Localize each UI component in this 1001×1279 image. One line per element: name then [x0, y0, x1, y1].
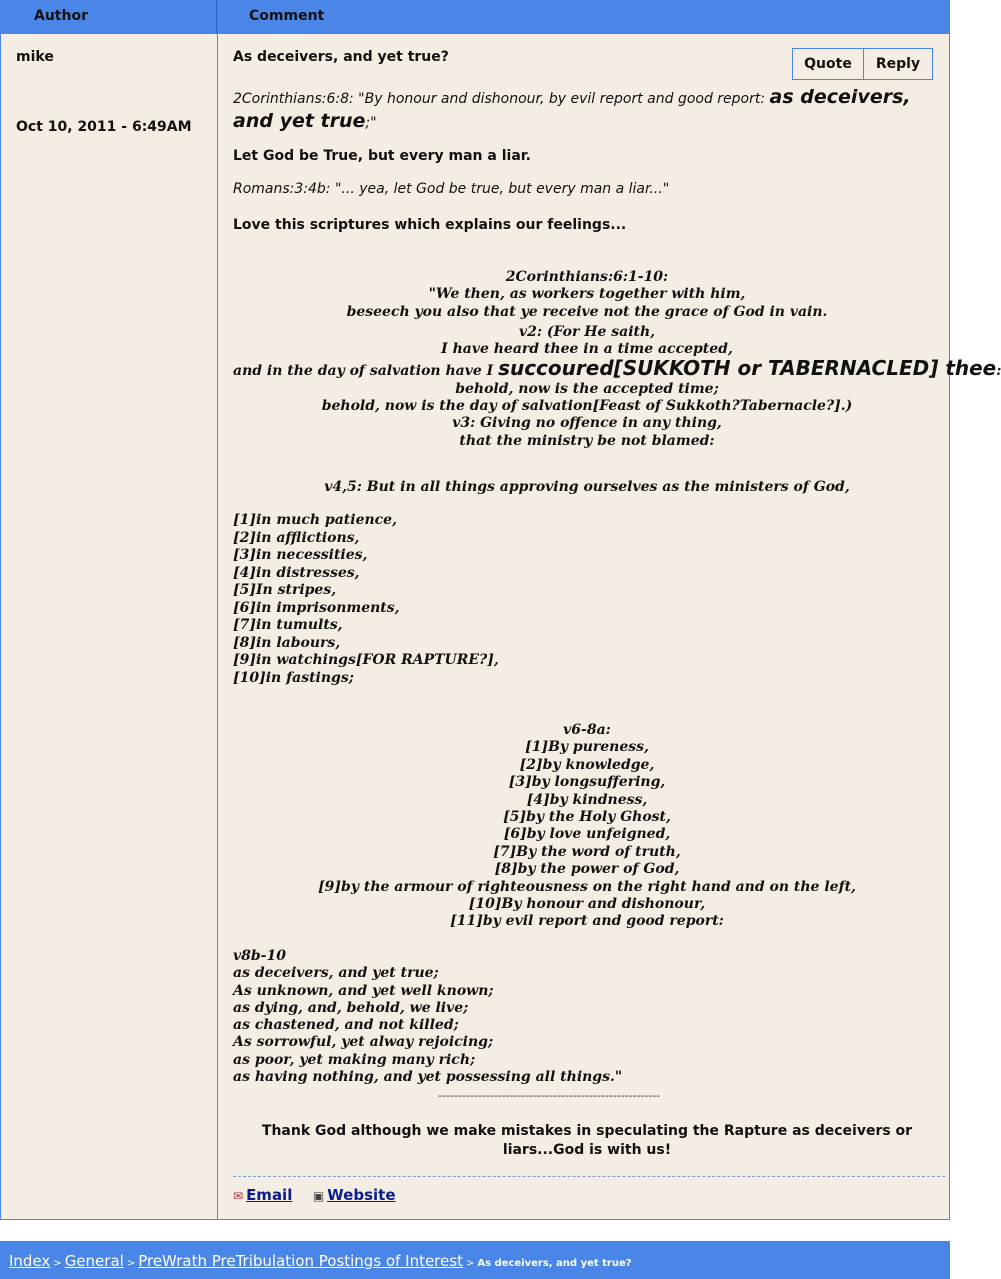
list-item: [4]in distresses,: [233, 564, 360, 581]
post-date: Oct 10, 2011 - 6:49AM: [16, 119, 192, 135]
list-item: As unknown, and yet well known;: [233, 982, 494, 999]
list-items: [233, 965, 941, 1086]
scripture-end-1: ;": [365, 115, 377, 131]
post-row: [0, 34, 1001, 1220]
list-pureness: [233, 722, 941, 931]
verse-emphasis: succoured[SUKKOTH or TABERNACLED] thee: [498, 356, 997, 381]
author-column-header: [0, 0, 217, 34]
verse-line: that the ministry be not blamed:: [459, 432, 715, 449]
post-actions: [792, 48, 933, 80]
list-item: [7]in tumults,: [233, 617, 343, 633]
verse-line: [233, 356, 1001, 381]
verse-line: "We then, as workers together with him,: [428, 286, 746, 303]
paragraph-4: Love this scriptures which explains our feelings...: [233, 217, 627, 233]
list-item: [6]in imprisonments,: [233, 599, 400, 616]
breadcrumb: [9, 1252, 632, 1270]
breadcrumb-general[interactable]: General: [64, 1252, 124, 1270]
post-author: mike: [16, 49, 54, 65]
breadcrumb-current: As deceivers, and yet true?: [477, 1258, 632, 1269]
author-header-label: Author: [34, 8, 88, 24]
list-item: [9]by the armour of righteousness on the right hand and on the left,: [318, 878, 856, 895]
list-item: [8]in labours,: [233, 634, 341, 651]
reply-button[interactable]: Reply: [875, 56, 921, 72]
paragraph-3: Romans:3:4b: "... yea, let God be true, but every man a liar...": [233, 181, 670, 197]
closing-paragraph: Thank God although we make mistakes in speculating the Rapture as deceivers or liars...God is with us!: [261, 1123, 913, 1158]
list-item: [1]in much patience,: [233, 512, 397, 528]
list-item: as chastened, and not killed;: [233, 1017, 459, 1034]
breadcrumb-separator: >: [465, 1258, 475, 1269]
list-item: as dying, and, behold, we live;: [233, 999, 469, 1016]
email-icon: ✉: [233, 1189, 244, 1203]
list-items: [233, 739, 941, 930]
list-title: v6-8a:: [563, 722, 611, 738]
verse-text: :: [996, 363, 1001, 380]
website-link[interactable]: Website: [327, 1186, 396, 1204]
scripture-paragraph-1: [233, 86, 941, 134]
list-item: [6]by love unfeigned,: [503, 826, 671, 843]
verse-text: and in the day of salvation have I: [233, 363, 499, 380]
verse-v45: v4,5: But in all things approving ourselves as the ministers of God,: [324, 479, 850, 495]
breadcrumb-bar: [0, 1241, 950, 1279]
list-item: as having nothing, and yet possessing all things.": [233, 1069, 623, 1086]
email-link[interactable]: Email: [246, 1186, 293, 1204]
list-item: [10]By honour and dishonour,: [468, 896, 706, 913]
list-title: v8b-10: [233, 948, 286, 964]
list-patience: [233, 512, 941, 687]
signature-separator: [233, 1176, 945, 1177]
breadcrumb-separator: >: [53, 1258, 62, 1269]
scripture-ref-1: 2Corinthians:6:8: "By honour and dishonour, by evil report and good report:: [233, 91, 770, 107]
scripture-emphasis-1: as deceivers, and yet true: [233, 86, 911, 132]
verse-line: 2Corinthians:6:1-10:: [505, 269, 669, 285]
list-item: [5]In stripes,: [233, 582, 337, 598]
website-icon: ▣: [312, 1189, 325, 1203]
list-item: [5]by the Holy Ghost,: [503, 809, 671, 826]
author-cell: [1, 34, 218, 1219]
list-deceivers: [233, 948, 941, 1086]
breadcrumb-index[interactable]: Index: [9, 1252, 51, 1270]
verse-line: behold, now is the accepted time;: [455, 380, 719, 397]
breadcrumb-forum[interactable]: PreWrath PreTribulation Postings of Interest: [138, 1252, 463, 1270]
verse-line: I have heard thee in a time accepted,: [441, 341, 733, 358]
list-item: [9]in watchings[FOR RAPTURE?],: [233, 652, 499, 668]
list-item: [3]in necessities,: [233, 547, 368, 563]
breadcrumb-separator: >: [126, 1258, 136, 1269]
verse-line: behold, now is the day of salvation[Feast of Sukkoth?Tabernacle?].): [321, 398, 853, 415]
list-item: as deceivers, and yet true;: [233, 965, 439, 982]
list-item: [11]by evil report and good report:: [450, 913, 724, 930]
list-item: [2]in afflictions,: [233, 529, 360, 546]
list-item: [10]in fastings;: [233, 669, 354, 686]
list-item: as poor, yet making many rich;: [233, 1051, 476, 1068]
quote-button[interactable]: Quote: [793, 49, 864, 79]
divider-dashes: --------------------------------------------------------: [438, 1089, 661, 1102]
post-subject: As deceivers, and yet true?: [233, 49, 449, 65]
list-item: [2]by knowledge,: [519, 756, 655, 773]
post-links: [233, 1186, 396, 1204]
list-item: [4]by kindness,: [526, 791, 648, 808]
comment-header-label: Comment: [249, 8, 325, 24]
list-item: [7]By the word of truth,: [493, 843, 681, 860]
list-item: [1]By pureness,: [525, 739, 649, 756]
list-item: [3]by longsuffering,: [508, 774, 666, 791]
list-item: As sorrowful, yet alway rejoicing;: [233, 1034, 494, 1051]
verse-block-1: [233, 269, 1001, 450]
table-header: [0, 0, 950, 34]
list-item: [8]by the power of God,: [494, 861, 680, 878]
verse-line: v3: Giving no offence in any thing,: [452, 415, 722, 432]
paragraph-2: Let God be True, but every man a liar.: [233, 148, 531, 164]
verse-line: v2: (For He saith,: [518, 323, 656, 340]
verse-line: beseech you also that ye receive not the grace of God in vain.: [346, 303, 828, 320]
